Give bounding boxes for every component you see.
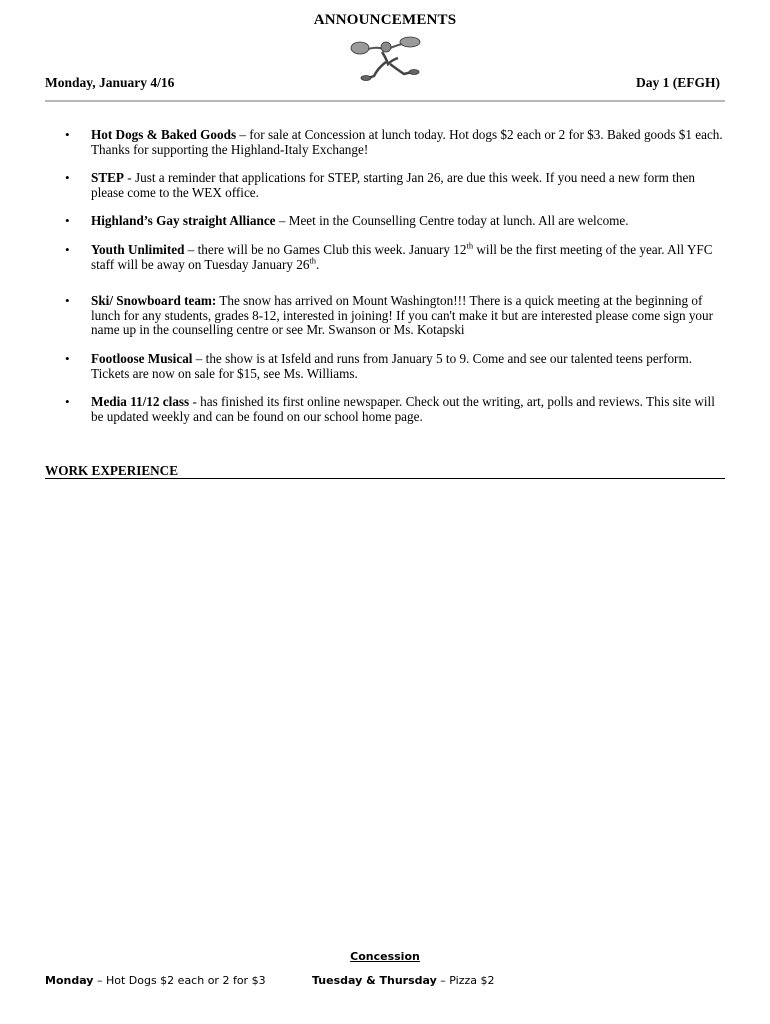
schedule-day: Day 1 (EFGH) (636, 75, 720, 90)
bullet-icon: • (65, 241, 70, 257)
concession-tue-thu (312, 974, 495, 987)
concession-item: – Pizza $2 (436, 974, 495, 987)
announcement-lead: Media 11/12 class (91, 394, 190, 410)
announcement-text: – the show is at Isfeld and runs from January 5 to 9. Come and see our talented teens perform. Tickets are now on sale for $15, see Ms. Williams. (91, 350, 692, 381)
announcement-text: . (316, 256, 320, 272)
announcement-item (45, 171, 727, 200)
concession-day: Monday (45, 974, 94, 987)
bullet-icon: • (65, 293, 70, 309)
header-divider (45, 100, 725, 102)
announcement-list (45, 128, 727, 424)
ordinal-suffix: th (466, 240, 474, 251)
announcement-item (45, 128, 727, 157)
bullet-icon: • (65, 394, 70, 410)
announcement-item (45, 240, 727, 272)
concession-monday (45, 974, 266, 987)
announcement-item (45, 395, 727, 424)
announcement-item (45, 214, 727, 229)
page-title: ANNOUNCEMENTS (313, 12, 457, 28)
announcement-lead: Hot Dogs & Baked Goods (91, 127, 237, 142)
announcement-text: will be the first meeting of the year. All YFC staff will be away on Tuesday January 26 (91, 241, 713, 272)
bullet-icon: • (65, 213, 70, 229)
announcement-lead: Highland’s Gay straight Alliance (91, 213, 276, 229)
bullet-icon: • (65, 127, 70, 142)
concession-item: – Hot Dogs $2 each or 2 for $3 (93, 974, 266, 987)
announcement-lead: Ski/ Snowboard team: (91, 293, 217, 309)
announcement-item (45, 294, 727, 338)
announcement-text: The snow has arrived on Mount Washington!!! There is a quick meeting at the beginning of lunch for any students, grades 8-12, interested in joining! If you can't make it but are interested please come sign your name up in the counselling centre or see Mr. Swanson or Ms. Kotapski (91, 293, 714, 338)
announcement-item (45, 352, 727, 381)
announcement-text: - has finished its first online newspaper. Check out the writing, art, polls and reviews. This site will be updated weekly and can be found on our school home page. (91, 394, 715, 424)
announcement-lead: STEP (91, 170, 124, 186)
announcement-text: - Just a reminder that applications for STEP, starting Jan 26, are due this week. If you need a new form then please come to the WEX office. (91, 170, 695, 200)
ordinal-suffix: th (309, 255, 317, 266)
announcement-date: Monday, January 4/16 (45, 75, 175, 90)
bullet-icon: • (65, 350, 70, 366)
running-figure-icon (348, 34, 430, 82)
announcement-text: – there will be no Games Club this week. January 12 (184, 241, 467, 257)
announcement-lead: Youth Unlimited (91, 241, 185, 257)
announcement-text: – for sale at Concession at lunch today. Hot dogs $2 each or 2 for $3. Baked goods $1 each. Thanks for supporting the Highland-Italy Exchange! (91, 127, 723, 157)
bullet-icon: • (65, 170, 70, 186)
concession-day: Tuesday & Thursday (312, 974, 437, 987)
announcement-lead: Footloose Musical (91, 350, 193, 366)
announcement-text: – Meet in the Counselling Centre today at lunch. All are welcome. (275, 213, 629, 229)
concession-title: Concession (350, 950, 420, 963)
work-experience-heading: WORK EXPERIENCE (45, 463, 725, 479)
